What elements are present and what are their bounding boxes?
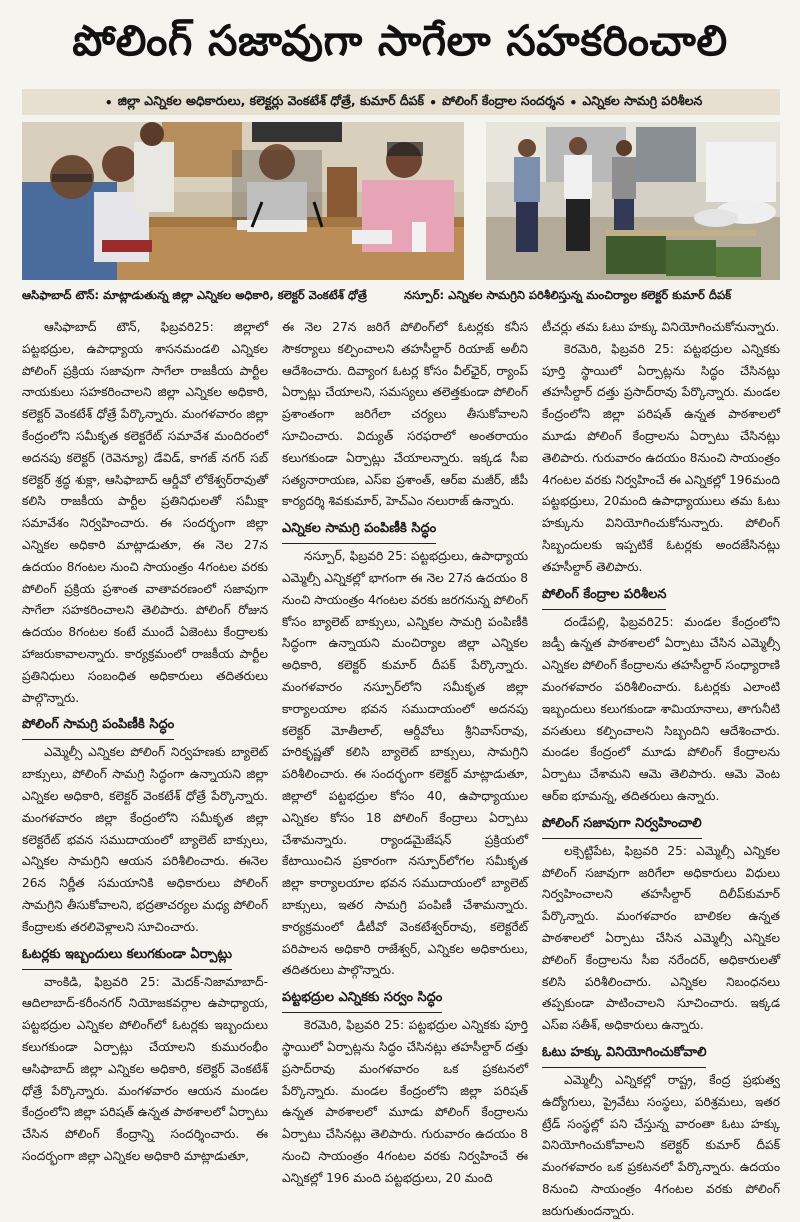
article-paragraph: కెరమెరి, ఫిబ్రవరి 25: పట్టభద్రుల ఎన్నికకు పూర్తి స్థాయిలో ఏర్పాట్లను సిద్ధం చేసినట్లు తహసీల్దార్ దత్తు ప్రసాద్‌రావు మంగళవారం ఒక ప్రకటనలో పేర్కొన్నారు. మండల కేంద్రంలోని జిల్లా పరిషత్ ఉన్నత పాఠశాలలో మూడు పోలింగ్ కేంద్రాలను ఏర్పాటు చేసినట్లు తెలిపారు. గురువారం ఉదయం 8 నుంచి సాయంత్రం 4గంటల వరకు నిర్వహించే ఈ ఎన్నికల్లో 196 మంది పట్టభద్రులు, 20 మంది (282, 1018, 528, 1185)
article-paragraph: లక్సెట్టిపేట, ఫిబ్రవరి 25: ఎమ్మెల్సీ ఎన్నికల పోలింగ్ సజావుగా జరిగేలా అధికారులు విధులు నిర్వహించాలని తహసీల్దార్ దిలీప్‌కుమార్ పేర్కొన్నారు. మంగళవారం బాలికల ఉన్నత పాఠశాలలో ఏర్పాటు చేసిన ఎమ్మెల్సీ ఎన్నికల పోలింగ్ కేంద్రాలను సీఐ నరేందర్, అధికారులతో కలిసి పరిశీలించారు. ఎన్నికల నిబంధనలు తప్పకుండా పాటించాలని సూచించారు. ఇక్కడ ఎస్ఐ సతీశ్, అధికారులు ఉన్నారు. (542, 843, 780, 1033)
article-paragraph: వాంకిడి, ఫిబ్రవరి 25: మెదక్-నిజామాబాద్-ఆదిలాబాద్-కరీంనగర్ నియోజకవర్గాల ఉపాధ్యాయ, పట్టభద్రుల ఎన్నికల పోలింగ్‌లో ఓటర్లకు ఇబ్బందులు కలుగకుండా ఏర్పాట్లు చేయాలని కుమురంభీం ఆసిఫాబాద్ జిల్లా ఎన్నికల అధికారి, కలెక్టర్ వెంకటేశ్ ధోత్రే పేర్కొన్నారు. మంగళవారం ఆయన మండల కేంద్రంలోని జిల్లా పరిషత్ ఉన్నత పాఠశాలలో ఏర్పాటు చేసిన పోలింగ్ కేంద్రాన్ని సందర్శించారు. ఈ సందర్భంగా జిల్లా ఎన్నికల అధికారి మాట్లాడుతూ, (22, 974, 268, 1163)
subheadline-item: జిల్లా ఎన్నికల అధికారులు, కలెక్టర్లు వెంకటేశ్ ధోత్రే, కుమార్ దీపక్ (117, 92, 425, 108)
section-heading: పట్టభద్రుల ఎన్నికకు సర్వం సిద్ధం (282, 984, 442, 1013)
section-heading: పోలింగ్ సజావుగా నిర్వహించాలి (542, 810, 702, 839)
article-paragraph: ఈ నెల 27న జరిగే పోలింగ్‌లో ఓటర్లకు కనీస సౌకర్యాలు కల్పించాలని తహసీల్దార్ రియాజ్ అలీని ఆదేశించారు. దివ్యాంగ ఓటర్ల కోసం వీల్‌ఛైర్, ర్యాంప్ ఏర్పాట్లు చేయాలని, సమస్యలు తలెత్తకుండా పోలింగ్ ప్రశాంతంగా జరిగేలా చర్యలు తీసుకోవాలని సూచించారు. విద్యుత్ సరఫరాలో అంతరాయం కలుగకుండా ఏర్పాట్లు చేయాలన్నారు. ఇక్కడ సీఐ సత్యనారాయణ, ఎస్ఐ ప్రశాంత్, ఆర్ఐ మజీర్, జీపీ కార్యదర్శి శివకుమార్, హెచ్ఎం నలురాజ్ ఉన్నారు. (282, 320, 528, 509)
article-paragraph: టీచర్లు తమ ఓటు హక్కు వినియోగించుకోనున్నారు. (542, 320, 780, 334)
article-column-3 (542, 317, 780, 1218)
photo-warehouse (486, 122, 780, 280)
section-heading: పోలింగ్ సామగ్రి పంపిణీకి సిద్ధం (22, 711, 174, 740)
subheadline-item: ఎన్నికల సామగ్రి పరిశీలన (582, 92, 703, 108)
photo-caption-right: నస్పూర్: ఎన్నికల సామగ్రిని పరిశీలిస్తున్న మంచిర్యాల కలెక్టర్ కుమార్ దీపక్ (404, 288, 732, 302)
bullet: • (569, 94, 578, 110)
headline: పోలింగ్ సజావుగా సాగేలా సహకరించాలి (72, 16, 728, 65)
subheadline-item: పోలింగ్ కేంద్రాల సందర్శన (442, 92, 565, 108)
photo-meeting (22, 122, 464, 280)
article-paragraph: ఎమ్మెల్సీ ఎన్నికల్లో రాష్ట్ర, కేంద్ర ప్రభుత్వ ఉద్యోగులు, ప్రైవేటు సంస్థలు, పరిశ్రమలు, ఇతర ట్రేడ్ సంస్థల్లో పని చేస్తున్న వారంతా ఓటు హక్కు వినియోగించుకోవాలని కలెక్టర్ కుమార్ దీపక్ మంగళవారం ఒక ప్రకటనలో పేర్కొన్నారు. ఉదయం 8నుంచి సాయంత్రం 4గంటల వరకు పోలింగ్ జరుగుతుందన్నారు. (542, 1072, 780, 1218)
bullet: • (429, 94, 438, 110)
article-column-2 (282, 317, 529, 1185)
article-paragraph: నస్పూర్, ఫిబ్రవరి 25: పట్టభద్రులు, ఉపాధ్యాయ ఎమ్మెల్సీ ఎన్నికల్లో భాగంగా ఈ నెల 27న ఉదయం 8 నుంచి సాయంత్రం 4గంటల వరకు జరగనున్న పోలింగ్ కోసం బ్యాలెట్ బాక్సులు, ఎన్నికల సామగ్రి పంపిణీకి సిద్ధంగా ఉన్నాయని మంచిర్యాల జిల్లా ఎన్నికల అధికారి, కలెక్టర్ కుమార్ దీపక్ పేర్కొన్నారు. మంగళవారం నస్పూర్‌లోని సమీకృత జిల్లా కార్యాలయాల భవన సముదాయంలో అదనపు కలెక్టర్ మోతీలాల్, ఆర్డీవోలు శ్రీనివాస్‌రావు, హరికృష్ణతో కలిసి బ్యాలెట్ బాక్సులు, సామగ్రిని పరిశీలించారు. ఈ సందర్భంగా కలెక్టర్ మాట్లాడుతూ, జిల్లాలో పట్టభద్రుల కోసం 40, ఉపాధ్యాయుల ఎన్నికల కోసం 18 పోలింగ్ కేంద్రాలు ఏర్పాటు చేశామన్నారు. ర్యాండమైజేషన్ ప్రక్రియలో కేటాయించిన ప్రకారంగా నస్పూర్‌లోగల సమీకృత జిల్లా కార్యాలయాల భవన సముదాయంలో బ్యాలెట్ బాక్సులు, ఇతర సామగ్రి పంపిణీ చేశామన్నారు. కార్యక్రమంలో డీటీవో వెంకటేశ్వర్‌రావు, కలెక్టరేట్ పరిపాలన అధికారి రాజేశ్వర్, ఎన్నికల అధికారులు, తదితరులు పాల్గొన్నారు. (282, 549, 529, 978)
subheadline-bar (22, 89, 780, 115)
article-column-1 (22, 317, 268, 1163)
article-paragraph: కెరమెరి, ఫిబ్రవరి 25: పట్టభద్రుల ఎన్నికకు పూర్తి స్థాయిలో ఏర్పాట్లను సిద్ధం చేసినట్లు తహసీల్దార్ దత్తు ప్రసాద్‌రావు పేర్కొన్నారు. మండల కేంద్రంలోని జిల్లా పరిషత్ ఉన్నత పాఠశాలలో మూడు పోలింగ్ కేంద్రాలను ఏర్పాటు చేసినట్లు తెలిపారు. గురువారం ఉదయం 8నుంచి సాయంత్రం 4గంటల వరకు నిర్వహించే ఈ ఎన్నికల్లో 196మంది పట్టభద్రులు, 20మంది ఉపాధ్యాయులు తమ ఓటు హక్కును వినియోగించుకోనున్నారు. పోలింగ్ సిబ్బందులకు ఇప్పటికే ఓటర్లకు అందజేసినట్లు తహసీల్దార్ తెలిపారు. (542, 341, 780, 574)
article-paragraph: ఎమ్మెల్సీ ఎన్నికల పోలింగ్ నిర్వహణకు బ్యాలెట్ బాక్సులు, పోలింగ్ సామగ్రి సిద్ధంగా ఉన్నాయని జిల్లా ఎన్నికల అధికారి, కలెక్టర్ వెంకటేశ్ ధోత్రే పేర్కొన్నారు. మంగళవారం జిల్లా కేంద్రంలోని సమీకృత జిల్లా కలెక్టరేట్ భవన సముదాయంలో బ్యాలెట్ బాక్సులు, ఎన్నికల సామగ్రిని ఆయన పరిశీలించారు. ఈనెల 26న నిర్ణీత సమయానికి అధికారులు పోలింగ్ సామగ్రిని తీసుకోవాలని, భద్రతాచర్యల మధ్య పోలింగ్ కేంద్రాలకు తరలివెళ్లాలని సూచించారు. (22, 745, 268, 934)
section-heading: ఓటర్లకు ఇబ్బందులు కలుగకుండా ఏర్పాట్లు (22, 941, 232, 970)
bullet: • (104, 94, 113, 110)
section-heading: ఎన్నికల సామగ్రి పంపిణీకి సిద్ధం (282, 515, 436, 544)
photo-caption-left: ఆసిఫాబాద్ టౌన్: మాట్లాడుతున్న జిల్లా ఎన్నికల అధికారి, కలెక్టర్ వెంకటేశ్ ధోత్రే (22, 288, 367, 302)
section-heading: పోలింగ్ కేంద్రాల పరిశీలన (542, 581, 666, 610)
article-paragraph: దండేపల్లి, ఫిబ్రవరి25: మండల కేంద్రంలోని జడ్పీ ఉన్నత పాఠశాలలో ఏర్పాటు చేసిన ఎమ్మెల్సీ ఎన్నికల పోలింగ్ కేంద్రాలను తహసీల్దార్ సంధ్యారాణి మంగళవారం పరిశీలించారు. ఓటర్లకు ఎలాంటి ఇబ్బందులు కలుగకుండా శామియానాలు, తాగునీటి వసతులు కల్పించాలని సిబ్బందిని ఆదేశించారు. మండల కేంద్రంలో మూడు పోలింగ్ కేంద్రాలను ఏర్పాటు చేశామని ఆమె తెలిపారు. ఆమె వెంట ఆర్ఐ భూమన్న, తదితరులు ఉన్నారు. (542, 614, 780, 803)
section-heading: ఓటు హక్కు వినియోగించుకోవాలి (542, 1039, 706, 1068)
article-paragraph: ఆసిఫాబాద్ టౌన్, ఫిబ్రవరి25: జిల్లాలో పట్టభద్రుల, ఉపాధ్యాయ శాసనమండలి ఎన్నికల పోలింగ్ ప్రక్రియ సజావుగా సాగేలా రాజకీయ పార్టీల నాయకులు సహకరించాలని జిల్లా ఎన్నికల అధికారి, కలెక్టర్ వెంకటేశ్ ధోత్రే పేర్కొన్నారు. మంగళవారం జిల్లా కేంద్రంలోని సమీకృత కలెక్టరేట్ సమావేశ మందిరంలో అదనపు కలెక్టర్ (రెవెన్యూ) డేవిడ్, కాగజ్ నగర్ సబ్ కలెక్టర్ శ్రద్ధ శుక్లా, ఆసిఫాబాద్ ఆర్డీవో లోకేశ్వర్‌రావుతో కలిసి రాజకీయ పార్టీల ప్రతినిధులతో సమీక్షా సమావేశం నిర్వహించారు. ఈ సందర్భంగా జిల్లా ఎన్నికల అధికారి మాట్లాడుతూ, ఈ నెల 27న ఉదయం 8గంటల నుంచి సాయంత్రం 4గంటల వరకు పోలింగ్ ప్రక్రియ ప్రశాంత వాతావరణంలో సజావుగా సాగేలా సహకరించాలని తెలిపారు. పోలింగ్ రోజున ఉదయం 8గంటల కంటే ముందే ఏజెంటు కేంద్రాలకు హాజరుకావాలన్నారు. కార్యక్రమంలో రాజకీయ పార్టీల ప్రతినిధులు సంబంధిత అధికారులు తదితరులు పాల్గొన్నారు. (22, 320, 268, 705)
